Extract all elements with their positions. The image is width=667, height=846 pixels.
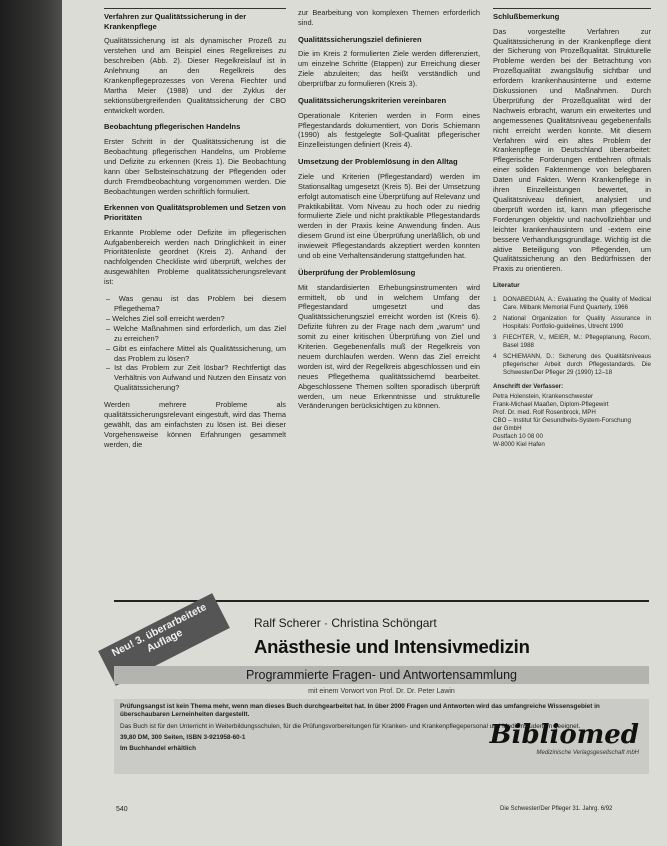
book-advertisement [109,600,649,774]
checklist [104,294,286,393]
column-left [104,8,286,457]
ref-text: National Organization for Quality Assurance in Hospitals: Portfolio-guidelines, Utrecht 1990 [503,314,651,330]
section-heading: Schlußbemerkung [493,12,560,21]
literature-item [493,353,651,377]
paragraph: Mit standardisierten Erhebungsinstrumenten wird ermittelt, ob und in welchem Umfang der Pflegestandard umgesetzt und das Qualitätssicherungsziel erreicht worden ist (Kreis 6). Defizite führen zu der Frage nach dem „warum“ und somit zu einer kritischen Überprüfung von Ziel und Kriterien. Gegebenenfalls muß der Regelkreis von neuem durchlaufen werden. Wenn das Ziel erreicht worden ist, wird der Regelkreis abgeschlossen und ein neues Pflegethema qualitätssichernd bearbeitet. Abgeschlossene Themen sollten sporadisch überprüft werden, um neue Erkenntnisse und strukturelle Veränderungen berücksichtigen zu können. [298,282,480,411]
section-heading: Erkennen von Qualitätsproblemen und Setzen von Prioritäten [104,203,286,223]
paragraph: Erster Schritt in der Qualitätssicherung ist die Beobachtung pflegerischen Handelns, um Probleme und Defizite zu erkennen (Kreis 1). Die Beobachtung kann über Selbsteinschätzung der Pflegenden oder durch Fremdbeobachtung vorgenommen werden. Die Beobachtungen werden schriftlich formuliert. [104,137,286,196]
checklist-item: – Ist das Problem zur Zeit lösbar? Rechtfertigt das Verhältnis von Aufwand und Nutzen den Einsatz von Qualitätssicherung? [106,363,286,393]
section-heading: Qualitätssicherungskriterien vereinbaren [298,96,447,106]
paragraph: Das vorgestellte Verfahren zur Qualitätssicherung in der Krankenpflege dient der Sicherung von Prozeßqualität. Strukturelle Probleme werden bei der Betrachtung von Prozeßqualität zwangsläufig sichtbar und erfordern krankenhausinterne und externe Diskussionen und Maßnahmen. Durch Überprüfung der Prozeßqualität wird der Nachweis erbracht, warum ein erweitertes und angemessenes Qualitätsniveau gegebenenfalls nicht erreicht werden konnte. Mit diesem Verfahren wird ein altes Problem der Krankenpflege in Deutschland überarbeitet: Pflegerische Forderungen entbehren oftmals einer soliden Faktenmenge von belegbaren Daten und Fakten. Wenn Krankenpflege in ihren Einzelleistungen bewertet, in Qualitätsniveau definiert, analysiert und überprüft worden ist, kann man pflegerische Forderungen objektiv und nachvollziehbar und leichter krankenhausintern und -extern eine bessere Verhandlungsgrundlage. Wichtig ist die aktive Beteiligung von Pflegenden, um Qualitätssicherung an den Bedürfnissen der Praxis zu orientieren. [493,26,651,274]
ref-number: 4 [493,352,497,360]
ad-paragraph: Prüfungsangst ist kein Thema mehr, wenn man dieses Buch durchgearbeitet hat. In über 2000 Fragen und Antworten wird das umfangreiche Wissensgebiet in überschaubaren Lerneinheiten dargestellt. [120,703,600,719]
ad-paragraph: Das Buch ist für den Unterricht in Weiterbildungsschulen, für die Prüfungsvorbereitungen für Kranken- und Krankenpflegepersonal und Medizinstudenten geeignet. [120,722,581,730]
publisher-logo: Bibliomed [489,720,639,750]
literature-item [493,296,651,312]
author-address [493,383,651,449]
ad-authors: Ralf Scherer · Christina Schöngart [254,616,437,630]
journal-footer: Die Schwester/Der Pfleger 31. Jahrg. 6/92 [500,806,613,812]
paragraph: Operationale Kriterien werden in Form eines Pflegestandards dokumentiert, von Doris Schiemann (1990) als festgelegte Soll-Qualität pflegerischer Einzelleistungen definiert (Kreis 4). [298,110,480,150]
page-number: 540 [116,806,128,813]
ad-availability: Im Buchhandel erhältlich [120,745,196,753]
section-heading: Verfahren zur Qualitätssicherung in der Krankenpflege [104,12,247,31]
paragraph: zur Bearbeitung von komplexen Themen erforderlich sind. [298,8,480,27]
ad-byline: mit einem Vorwort von Prof. Dr. Dr. Peter Lawin [308,688,455,695]
paragraph: Qualitätssicherung ist als dynamischer Prozeß zu verstehen und am Beispiel eines Regelkreises zu beschreiben (Abb. 2). Dieser Regelkreislauf ist in Anlehnung an den Regelkreis des Krankenpflegeprozesses von Verena Fiechter und Martha Meier (1988) und der Zyklus der sektionsübergreifenden Qualitätssicherung der CBO entwickelt worden. [104,36,286,115]
address-heading: Anschrift der Verfasser: [493,382,564,390]
address-line: der GmbH [493,424,522,432]
address-line: CBO – Institut für Gesundheits-System-Forschung [493,416,631,424]
address-line: W-8000 Kiel Hafen [493,440,545,448]
column-middle [298,8,480,418]
checklist-item: – Welche Maßnahmen sind erforderlich, um das Ziel zu erreichen? [106,323,286,343]
ref-number: 3 [493,333,497,341]
ad-subtitle: Programmierte Fragen- und Antwortensammlung [246,668,517,682]
literature-list [493,296,651,377]
literature-heading: Literatur [493,282,520,290]
new-edition-ribbon: Neu! 3. überarbeitete Auflage [98,593,230,686]
checklist-item: – Welches Ziel soll erreicht werden? [106,313,225,323]
ref-text: DONABEDIAN, A.: Evaluating the Quality of Medical Care. Milbank Memorial Fund Quarterly, 1966 [503,295,651,311]
column-rule [493,8,651,9]
ref-text: SCHIEMANN, D.: Sicherung des Qualitätsniveaus pflegerischer Arbeit durch Pflegestandards. Die Schwester/Der Pfleger 29 (1990) 12–18 [503,352,651,376]
column-right [493,8,651,449]
address-line: Prof. Dr. med. Rolf Rosenbrock, MPH [493,408,596,416]
paragraph: Die im Kreis 2 formulierten Ziele werden differenziert, um einzelne Schritte (Etappen) zur Erreichung dieser Ziele abzuleiten; das heißt verständlich und überprüfbar zu formulieren (Kreis 3). [298,49,480,89]
address-line: Frank-Michael Maaßen, Diplom-Pflegewirt [493,400,609,408]
address-line: Petra Holenstein, Krankenschwester [493,392,594,400]
section-heading: Überprüfung der Problemlösung [298,268,416,277]
ref-text: FIECHTER, V., MEIER, M.: Pflegeplanung, Recom, Basel 1988 [503,333,651,349]
checklist-item: – Was genau ist das Problem bei diesem Pflegethema? [106,294,286,313]
publisher-logo-subtitle: Medizinische Verlagsgesellschaft mbH [536,750,639,756]
section-heading: Umsetzung der Problemlösung in den Alltag [298,157,458,167]
address-line: Postfach 10 08 00 [493,432,543,440]
column-rule [104,8,286,9]
checklist-item: – Gibt es einfachere Mittel als Qualitätssicherung, um das Problem zu lösen? [106,343,286,363]
book-gutter [0,0,66,846]
ad-book-title: Anästhesie und Intensivmedizin [254,636,530,657]
paragraph: Werden mehrere Probleme als qualitätssicherungsrelevant eingestuft, wird das Thema gewählt, das am einfachsten zu lösen ist. Bei dieser Vorgehensweise können Erfahrungen gesammelt werden, die [104,400,286,449]
section-heading: Beobachtung pflegerischen Handelns [104,122,241,132]
paragraph: Ziele und Kriterien (Pflegestandard) werden im Stationsalltag umgesetzt (Kreis 5). Bei der Umsetzung erfolgt automatisch eine Überprüfung auf Relevanz und Praktikabilität. Vom Niveau zu hoch oder zu niedrig formulierte Ziele und nicht praktikable Pflegestandards werden in der Praxis keine Anwendung finden. Aus diesem Grund ist eine Überprüfung unerläßlich, ob und inwieweit Pflegestandards akzeptiert werden konnten und ob eine Verhaltensänderung stattgefunden hat. [298,171,480,261]
section-heading: Qualitätssicherungsziel definieren [298,34,422,44]
ref-number: 2 [493,314,497,322]
literature-item [493,334,651,350]
paragraph: Erkannte Probleme oder Defizite im pflegerischen Aufgabenbereich werden nach Dringlichkeit in einer Prioritätenliste geordnet (Kreis 2). Anhand der nachfolgenden Checkliste wird überprüft, welches der ausgewählten Probleme qualitätssicherungsrelevant ist: [104,227,286,287]
literature-item [493,315,651,331]
ref-number: 1 [493,295,497,303]
ad-price: 39,80 DM, 300 Seiten, ISBN 3-921958-60-1 [120,733,246,741]
